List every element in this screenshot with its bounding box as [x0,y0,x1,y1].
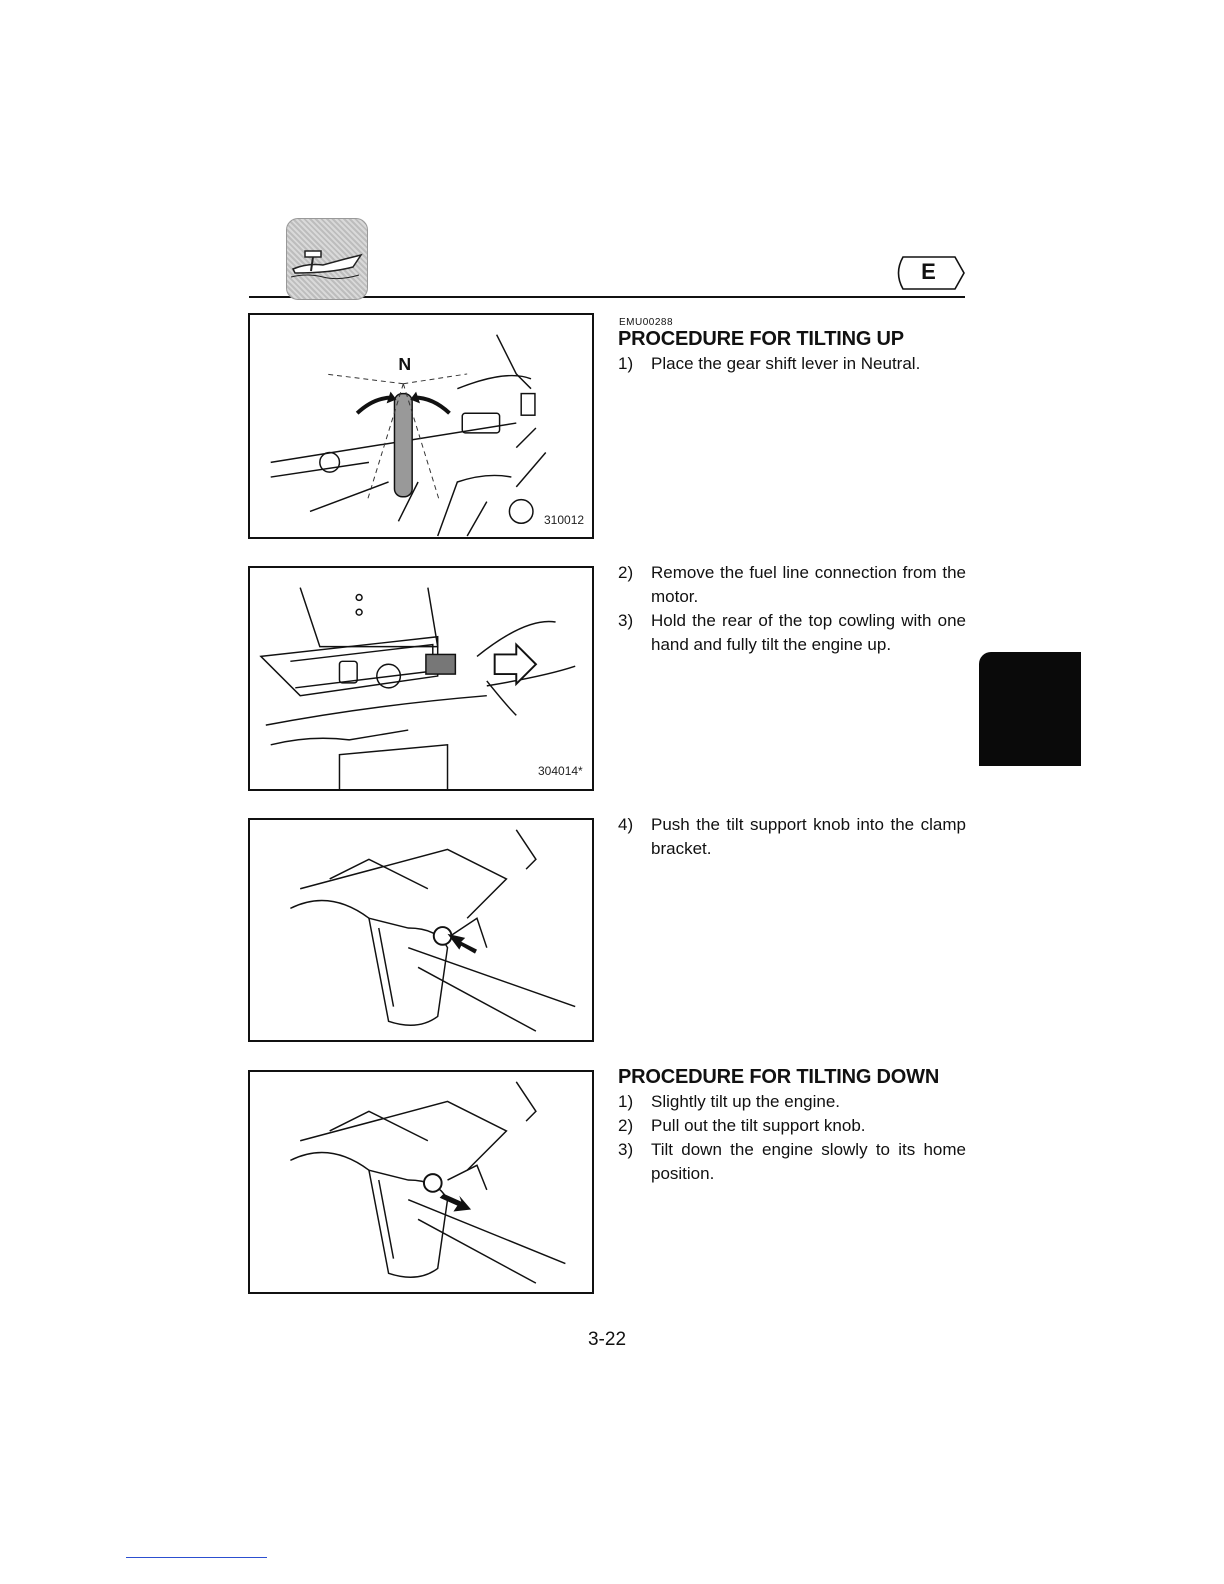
step-text: Place the gear shift lever in Neutral. [651,354,921,373]
list-item [618,609,966,657]
page-number: 3-22 [587,1329,627,1350]
figure-code: 310012 [544,513,585,527]
step-text: Hold the rear of the top cowling with one hand and fully tilt the engine up. [651,611,966,654]
step-number: 1) [618,1092,634,1111]
step-number: 2) [618,1116,634,1135]
list-item [618,1090,966,1114]
step-number: 4) [618,815,634,834]
list-item [618,561,966,609]
step-text: Remove the fuel line connection from the motor. [651,563,966,606]
heading-tilting-down: PROCEDURE FOR TILTING DOWN [618,1066,940,1088]
figure-gear-shift-neutral [248,313,594,539]
step-text: Tilt down the engine slowly to its home position. [651,1140,966,1183]
step-text: Pull out the tilt support knob. [651,1116,866,1135]
step-number: 3) [618,1140,634,1159]
figure-code: 304014* [538,764,583,778]
list-item [618,813,966,861]
fuel-connector-illustration [250,568,592,789]
section-tab-marker [979,652,1081,766]
document-code: EMU00288 [619,317,674,328]
list-item [618,1138,966,1186]
figure-fuel-line-connection [248,566,594,791]
footer-rule [126,1557,267,1558]
tilt-support-pull-illustration [250,1072,592,1292]
gear-shift-illustration [250,315,592,537]
step-number: 2) [618,563,634,582]
step-text: Push the tilt support knob into the clamp bracket. [651,815,966,858]
step-number: 3) [618,611,634,630]
figure-tilt-support-push [248,818,594,1042]
step-text: Slightly tilt up the engine. [651,1092,841,1111]
heading-tilting-up: PROCEDURE FOR TILTING UP [618,328,904,350]
language-badge: E [921,259,937,284]
boat-outboard-icon [286,218,368,300]
list-item [618,352,966,376]
list-item [618,1114,966,1138]
neutral-label: N [398,354,412,375]
figure-tilt-support-pull [248,1070,594,1294]
step-number: 1) [618,354,634,373]
tilt-support-push-illustration [250,820,592,1040]
